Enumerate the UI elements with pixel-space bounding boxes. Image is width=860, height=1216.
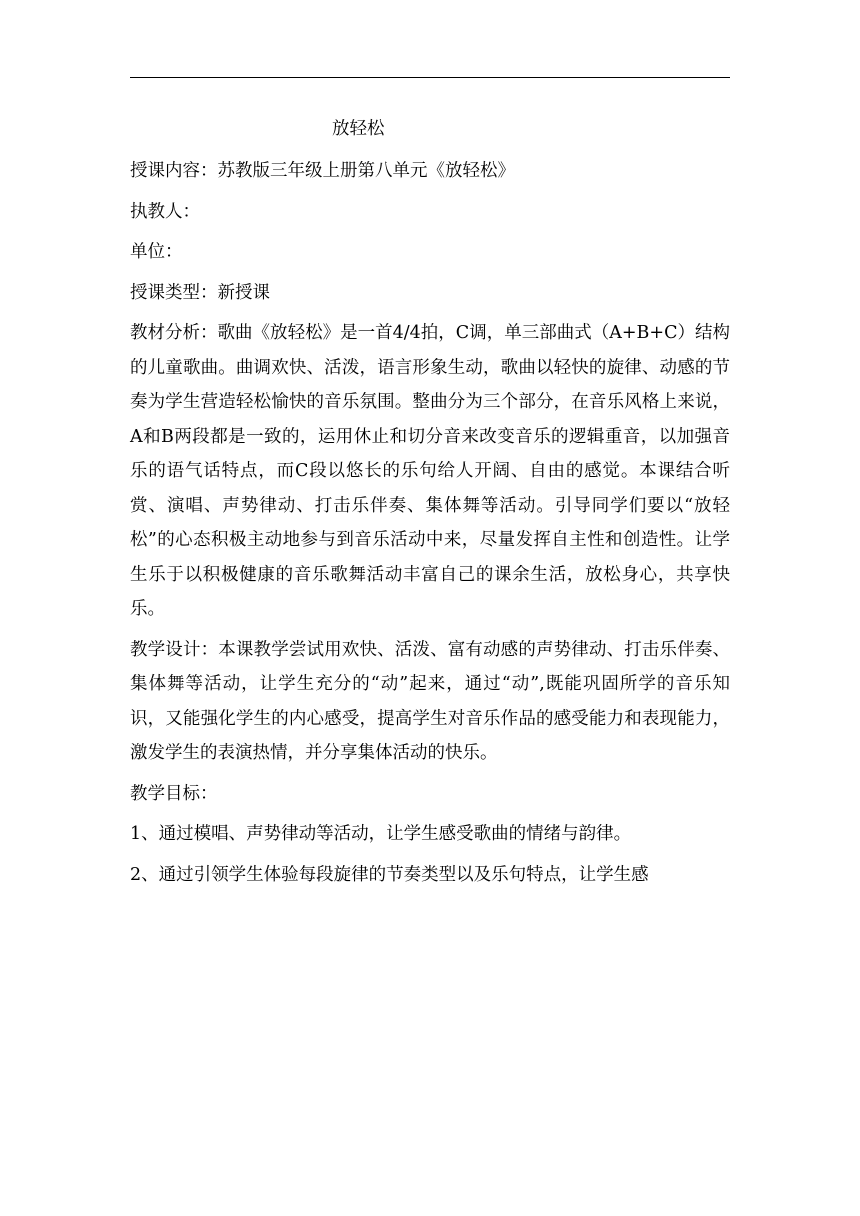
paragraph-goal-1: 1、通过模唱、声势律动等活动，让学生感受歌曲的情绪与韵律。: [130, 824, 632, 844]
paragraph-unit: 单位：: [130, 242, 183, 262]
paragraph-goal-2: 2、通过引领学生体验每段旋律的节奏类型以及乐句特点，让学生感: [130, 864, 649, 885]
document-title: 放轻松: [332, 119, 385, 139]
paragraph-teaching-content: 授课内容：苏教版三年级上册第八单元《放轻松》: [130, 161, 515, 181]
header-rule: [130, 77, 730, 78]
paragraph-teaching-design: 教学设计：本课教学尝试用欢快、活泼、富有动感的声势律动、打击乐伴奏、集体舞等活动，让学生充分的“动”起来，通过“动”,既能巩固所学的音乐知识，又能强化学生的内心感受，提高学生对音乐作品的感受能力和表现能力，激发学生的表演热情，并分享集体活动的快乐。: [130, 639, 730, 763]
paragraph-teacher: 执教人：: [130, 201, 200, 222]
document-body: [130, 108, 730, 892]
paragraph-lesson-type: 授课类型：新授课: [130, 282, 270, 303]
paragraph-teaching-goals-heading: 教学目标：: [130, 783, 218, 804]
paragraph-material-analysis: 教材分析：歌曲《放轻松》是一首4/4拍，C调，单三部曲式（A+B+C）结构的儿童歌曲。曲调欢快、活泼，语言形象生动，歌曲以轻快的旋律、动感的节奏为学生营造轻松愉快的音乐氛围。整曲分为三个部分，在音乐风格上来说，A和B两段都是一致的，运用休止和切分音来改变音乐的逻辑重音，以加强音乐的语气话特点，而C段以悠长的乐句给人开阔、自由的感觉。本课结合听赏、演唱、声势律动、打击乐伴奏、集体舞等活动。引导同学们要以“放轻松”的心态积极主动地参与到音乐活动中来，尽量发挥自主性和创造性。让学生乐于以积极健康的音乐歌舞活动丰富自己的课余生活，放松身心，共享快乐。: [130, 323, 730, 619]
